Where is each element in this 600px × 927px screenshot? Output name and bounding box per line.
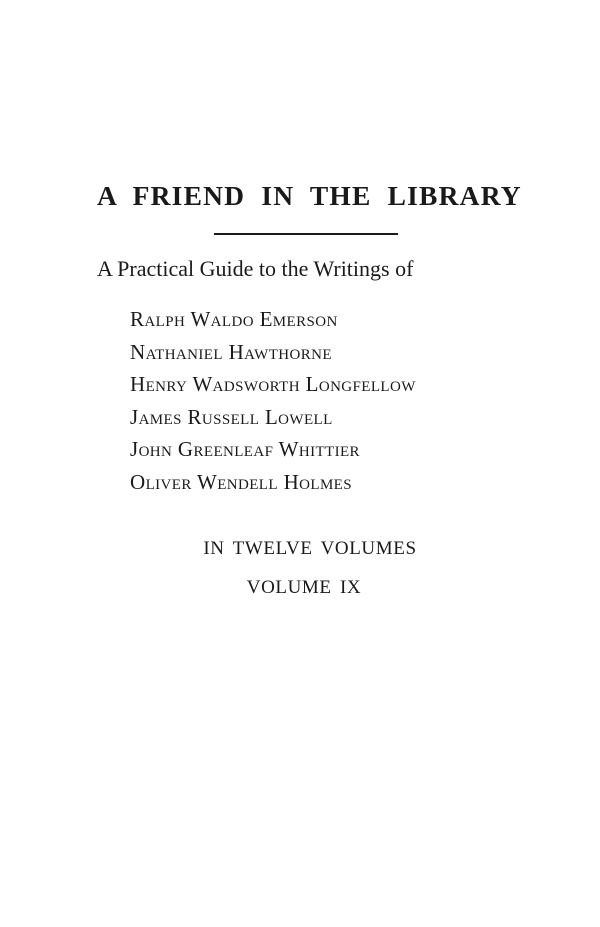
author-name: James Russell Lowell	[130, 404, 333, 429]
book-subtitle: A Practical Guide to the Writings of	[97, 256, 414, 281]
author-list	[130, 303, 416, 498]
author-name: Oliver Wendell Holmes	[130, 469, 352, 494]
author-name: Ralph Waldo Emerson	[130, 307, 338, 331]
volume-number: VOLUME IX	[246, 577, 362, 598]
author-name: Nathaniel Hawthorne	[130, 339, 332, 364]
book-title: A FRIEND IN THE LIBRARY	[97, 180, 522, 211]
title-rule	[214, 233, 398, 235]
author-name: Henry Wadsworth Longfellow	[130, 372, 416, 396]
author-name: John Greenleaf Whittier	[130, 437, 360, 461]
volumes-line: IN TWELVE VOLUMES	[203, 538, 417, 559]
